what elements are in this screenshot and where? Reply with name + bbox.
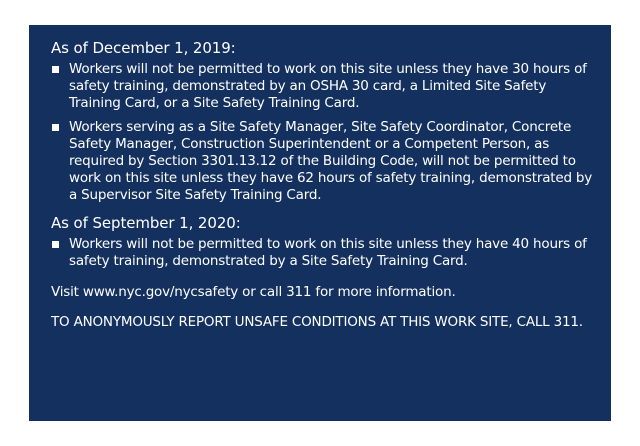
- requirements-list-2020: [51, 236, 597, 270]
- square-bullet-icon: [52, 66, 59, 73]
- safety-notice-panel: [29, 25, 611, 421]
- section-heading-2020: As of September 1, 2020:: [51, 214, 241, 232]
- square-bullet-icon: [52, 241, 59, 248]
- list-item-text: Workers will not be permitted to work on this site unless they have 40 hours of safety training, demonstrated by a Site Safety Training Card.: [69, 236, 587, 269]
- list-item: [51, 236, 597, 270]
- square-bullet-icon: [52, 124, 59, 131]
- list-item: [51, 61, 597, 112]
- list-item-text: Workers will not be permitted to work on this site unless they have 30 hours of safety training, demonstrated by an OSHA 30 card, a Limited Site Safety Training Card, or a Site Safety Training Card.: [69, 61, 587, 111]
- list-item: [51, 119, 597, 204]
- requirements-list-2019: [51, 61, 597, 204]
- list-item-text: Workers serving as a Site Safety Manager, Site Safety Coordinator, Concrete Safety Manager, Construction Superintendent or a Competent Person, as required by Section 3301.13.12 of the Building Code, will not be permitted to work on this site unless they have 62 hours of safety training, demonstrated by a Supervisor Site Safety Training Card.: [69, 119, 593, 203]
- visit-info-text: Visit www.nyc.gov/nycsafety or call 311 for more information.: [51, 284, 456, 300]
- section-heading-2019: As of December 1, 2019:: [51, 39, 236, 57]
- report-unsafe-conditions-text: TO ANONYMOUSLY REPORT UNSAFE CONDITIONS AT THIS WORK SITE, CALL 311.: [51, 314, 583, 330]
